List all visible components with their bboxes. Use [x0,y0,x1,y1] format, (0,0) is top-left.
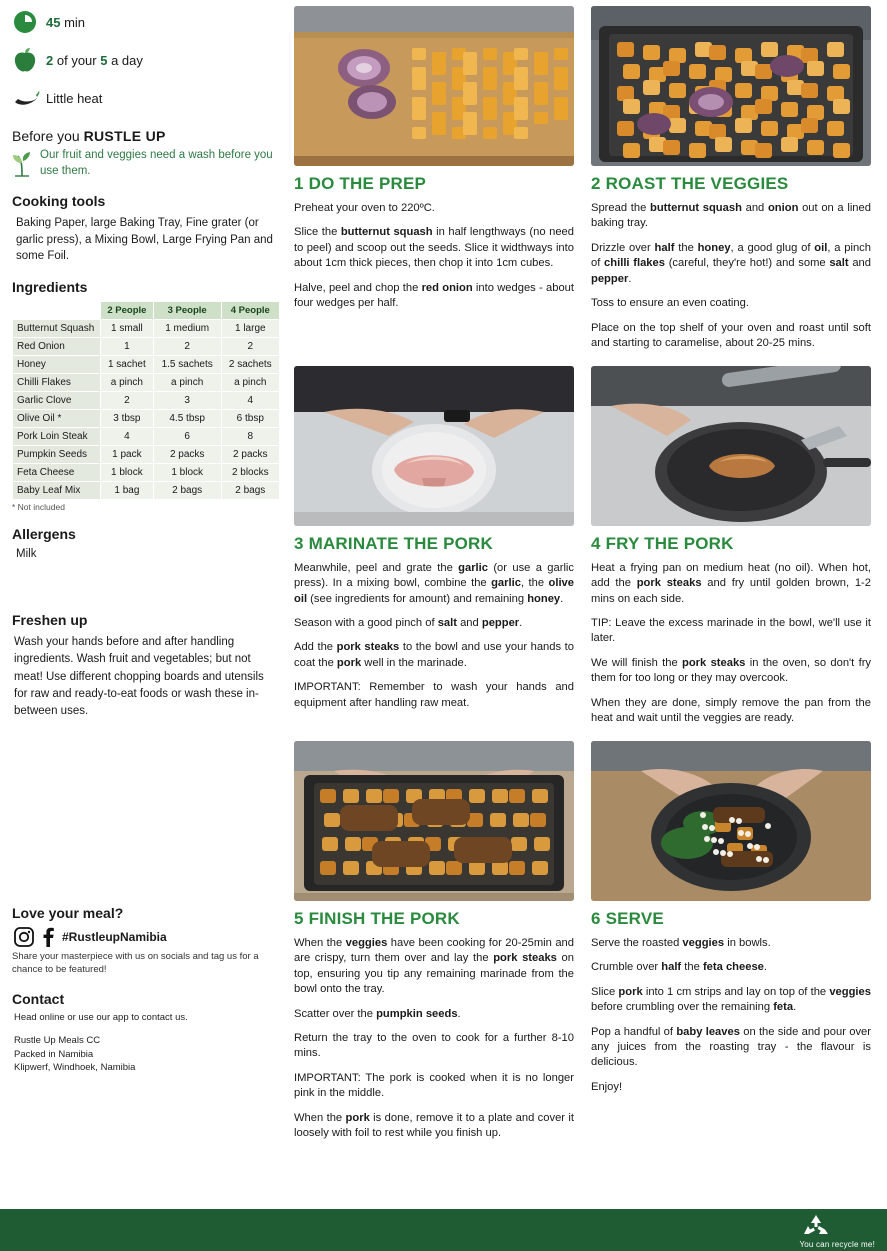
meta-heat-text: Little heat [46,90,103,106]
social-row [14,927,280,947]
text-run: Serve the roasted [591,936,683,949]
ingredient-qty: 2 [101,392,154,410]
freshen-up-title: Freshen up [12,612,88,629]
ingredient-qty: 1 sachet [101,356,154,374]
ingredient-qty: 6 [153,428,221,446]
text-run: the [674,241,698,254]
step-row [294,366,879,727]
ingredient-highlight: salt [829,257,849,270]
ingredient-highlight: pork [345,1111,370,1124]
ingredient-highlight: veggies [682,936,725,949]
step-title: ROAST THE VEGGIES [605,174,789,193]
meta-time [12,8,280,36]
text-run: have been cooking for 20-25min and are crispy, turn them over and lay the [294,936,574,965]
social-handle[interactable]: #RustleupNamibia [62,930,167,945]
step-paragraph [294,1111,574,1142]
contact-address-1: Rustle Up Meals CC [14,1035,101,1047]
step-row [294,6,879,352]
ingredient-highlight: onion [767,202,799,214]
ingredient-qty: 2 [221,338,279,356]
contact-address-3: Klipwerf, Windhoek, Namibia [14,1061,136,1073]
apple-icon [12,46,46,74]
text-run: on the side and pour over any juices from the roasting tray - the flavour is delicious. [591,1025,871,1069]
ingredients-title: Ingredients [12,279,88,296]
text-run: Preheat your oven to 220ºC. [294,202,435,214]
step-number: 5 [294,908,304,928]
step-heading [591,534,871,554]
meta-heat [12,84,280,112]
text-run: Drizzle over [591,241,655,254]
step-image-plated-dish [591,741,871,901]
wash-note [12,148,280,179]
step-2 [591,6,871,352]
text-run: Pop a handful of [591,1025,677,1038]
ingredient-name: Garlic Clove [13,392,101,410]
ingredient-qty: 4 [221,392,279,410]
ingredient-qty: 8 [221,428,279,446]
ingredient-highlight: honey [697,241,731,254]
footer-bar [0,1209,887,1251]
step-body [294,561,574,712]
text-run: and [456,616,482,629]
step-title: FINISH THE PORK [308,908,460,928]
ingredient-name: Baby Leaf Mix [13,482,101,500]
ingredient-row [13,338,280,356]
step-image-pork-steaks-in-bowl [294,366,574,526]
step-image-frying-pan-pork [591,366,871,526]
step-number: 4 [591,533,601,553]
ingredient-highlight: garlic [458,561,488,574]
text-run: . [628,272,632,285]
ingredient-highlight: pepper [481,616,520,629]
step-paragraph [591,241,871,287]
ingredient-highlight: pumpkin seeds [376,1007,458,1020]
ingredients-header-3p: 3 People [153,302,221,320]
recycle-icon [799,1212,833,1240]
ingredient-highlight: oil [814,241,828,254]
contact-address-2: Packed in Namibia [14,1048,94,1060]
step-paragraph [294,640,574,671]
meta-time-value: 45 [46,14,61,30]
ingredient-name: Honey [13,356,101,374]
text-run: . [560,592,564,605]
step-paragraph [294,680,574,711]
meta-portion-post: a day [111,52,143,68]
text-run: . [457,1007,461,1020]
ingredients-header-blank [13,302,101,320]
step-paragraph [591,321,871,352]
text-run: in bowls. [724,936,771,949]
step-paragraph [294,201,574,216]
meta-portion-text [46,53,143,68]
ingredient-highlight: chilli flakes [604,257,665,270]
meta-time-text [46,15,85,30]
step-number: 1 [294,174,304,193]
text-run: Meanwhile, peel and grate the [294,561,459,574]
ingredients-header-2p: 2 People [101,302,154,320]
step-body [591,201,871,352]
ingredient-highlight: pork steaks [493,952,557,965]
ingredient-name: Butternut Squash [13,320,101,338]
clock-icon [12,9,46,35]
step-6 [591,741,871,1142]
step-paragraph [294,1007,574,1022]
ingredient-qty: a pinch [153,374,221,392]
step-paragraph [294,1031,574,1062]
text-run: (see ingredients for amount) and remaining [307,592,528,605]
meta-portion-mid: of your [56,52,97,68]
step-paragraph [591,616,871,647]
ingredient-highlight: veggies [829,985,871,998]
step-number: 3 [294,533,304,553]
step-1 [294,6,574,352]
ingredient-highlight: feta [773,1001,794,1014]
step-number: 2 [591,174,601,193]
ingredient-highlight: olive oil [294,577,574,605]
ingredients-footnote: * Not included [12,502,65,513]
ingredient-highlight: pork steaks [636,577,702,590]
step-4 [591,366,871,727]
freshen-up-text: Wash your hands before and after handling ingredients. Wash fruit and vegetables; but not meat! Use different chopping boards and utensils for raw and ready-to-eat foods or wash these in-between uses. [14,636,264,718]
text-run: IMPORTANT: The pork is cooked when it is no longer pink in the middle. [294,1071,574,1100]
text-run: on top, ensuring you tip any remaining marinade from the bowl onto the tray. [294,952,574,996]
steps-container [294,6,879,1156]
ingredient-highlight: baby leaves [676,1025,740,1038]
ingredient-highlight: half [661,961,682,974]
love-your-meal-title: Love your meal? [12,905,124,922]
step-paragraph [591,561,871,607]
step-row [294,741,879,1142]
text-run: Crumble over [591,961,662,974]
ingredient-highlight: honey [527,592,561,605]
step-5 [294,741,574,1142]
ingredient-highlight: salt [437,616,457,629]
ingredient-row [13,320,280,338]
ingredients-header-4p: 4 People [221,302,279,320]
step-paragraph [294,225,574,271]
text-run: to the bowl and use your hands to coat the [294,641,574,669]
text-run: . [763,961,767,974]
step-image-tray-pork-on-veggies [294,741,574,901]
step-heading [591,174,871,194]
text-run: . [793,1001,797,1014]
step-heading [294,909,574,929]
allergens-text: Milk [16,548,37,561]
before-you-bold: RUSTLE UP [83,128,166,144]
ingredient-highlight: feta cheese [702,961,764,974]
step-title: MARINATE THE PORK [308,533,494,553]
text-run: , a good glug of [730,241,815,254]
ingredient-qty: 1 block [153,464,221,482]
text-run: into wedges - about four wedges per half. [294,281,574,310]
text-run: and fry until golden brown, 1-2 mins on each side. [591,577,871,605]
text-run: Season with a good pinch of [294,616,438,629]
ingredient-highlight: pepper [591,272,629,285]
ingredient-qty: 2 bags [221,482,279,500]
text-run: We will finish the [591,656,683,669]
before-you-plain: Before you [12,128,84,144]
text-run: is done, remove it to a plate and cover it loosely with foil to rest while you finish up. [294,1111,575,1140]
ingredient-row [13,482,280,500]
text-run: (careful, they're hot!) and some [664,257,830,270]
ingredient-qty: a pinch [101,374,154,392]
text-run: Place on the top shelf of your oven and roast until soft and starting to caramelise, about 20-25 mins. [591,321,871,350]
text-run: , the [520,577,549,590]
meta-portion [12,46,280,74]
text-run: and [741,202,768,214]
text-run: Return the tray to the oven to cook for a further 8-10 mins. [294,1031,574,1060]
ingredient-qty: 2 bags [153,482,221,500]
text-run: Halve, peel and chop the [294,281,422,294]
step-paragraph [294,281,574,312]
ingredient-highlight: pork [618,985,643,998]
text-run: Slice [591,985,619,998]
text-run: in half lengthways (no need to peel) and scoop out the seeds. Slice it widthways into about 1cm thick pieces, then chop it into 1cm cubes. [294,226,574,270]
chilli-icon [12,89,46,107]
ingredient-qty: 4.5 tbsp [153,410,221,428]
step-paragraph [591,656,871,687]
ingredient-name: Feta Cheese [13,464,101,482]
ingredient-qty: 1 block [101,464,154,482]
text-run: well in the marinade. [361,656,467,669]
meta-portion-value: 2 [46,52,54,68]
step-paragraph [591,296,871,311]
step-title: DO THE PREP [308,174,427,193]
ingredient-name: Chilli Flakes [13,374,101,392]
text-run: Enjoy! [591,1080,623,1093]
ingredient-name: Red Onion [13,338,101,356]
step-paragraph [591,960,871,975]
ingredient-qty: 3 tbsp [101,410,154,428]
step-paragraph [591,936,871,951]
ingredient-highlight: butternut squash [649,202,742,214]
text-run: out on a lined baking tray. [591,202,871,230]
text-run: (or use a garlic press). In a mixing bowl, combine the [294,561,575,590]
step-title: FRY THE PORK [605,533,734,553]
ingredient-qty: 4 [101,428,154,446]
text-run: Add the [294,641,337,654]
text-run: in the oven, so don't fry them for too long or they may overcook. [591,656,872,685]
ingredient-qty: 3 [153,392,221,410]
left-info-column [0,0,292,1209]
ingredient-highlight: pork [336,656,362,669]
ingredient-name: Olive Oil * [13,410,101,428]
text-run: When the [294,1111,346,1124]
share-text: Share your masterpiece with us on socials and tag us for a chance to be featured! [12,951,259,976]
ingredient-row [13,392,280,410]
recycle-text: You can recycle me! [799,1240,875,1249]
ingredient-row [13,410,280,428]
meta-time-unit: min [64,14,86,30]
step-paragraph [294,561,574,607]
ingredient-qty: 1 large [221,320,279,338]
text-run: and [848,257,871,270]
ingredient-row [13,356,280,374]
text-run: . [519,616,523,629]
text-run: Scatter over the [294,1007,377,1020]
cooking-tools-text: Baking Paper, large Baking Tray, Fine grater (or garlic press), a Mixing Bowl, Large Frying Pan and some Foil. [16,217,273,263]
meta-portion-value-2: 5 [100,52,108,68]
ingredient-highlight: pork steaks [336,641,400,654]
ingredient-qty: 2 packs [221,446,279,464]
text-run: the [681,961,703,974]
ingredient-row [13,446,280,464]
step-image-chopping-board-butternut-onion [294,6,574,166]
recycle-badge [799,1212,875,1249]
ingredient-highlight: butternut squash [340,226,433,239]
text-run: TIP: Leave the excess marinade in the bowl, we'll use it later. [591,616,871,645]
ingredient-qty: 1 [101,338,154,356]
text-run: Heat a frying pan on medium heat (no oil). When hot, add the [591,561,871,590]
step-heading [591,909,871,929]
ingredient-qty: 2 packs [153,446,221,464]
wash-note-text: Our fruit and veggies need a wash before you use them. [40,149,273,177]
step-paragraph [591,201,871,232]
step-paragraph [591,1025,871,1071]
ingredient-qty: 1.5 sachets [153,356,221,374]
text-run: When they are done, simply remove the pan from the heat and wait until the veggies are ready. [591,696,871,725]
text-run: , a pinch of [591,241,871,270]
allergens-title: Allergens [12,526,76,543]
ingredient-highlight: veggies [345,936,388,949]
step-paragraph [294,1071,574,1102]
ingredient-qty: 6 tbsp [221,410,279,428]
ingredients-header-row [13,302,280,320]
cooking-tools-title: Cooking tools [12,193,106,210]
text-run: IMPORTANT: Remember to wash your hands and equipment after handling raw meat. [294,681,574,709]
ingredient-qty: 2 blocks [221,464,279,482]
ingredient-name: Pork Loin Steak [13,428,101,446]
ingredient-highlight: red onion [421,281,473,294]
step-3 [294,366,574,727]
ingredient-qty: a pinch [221,374,279,392]
ingredient-qty: 1 small [101,320,154,338]
ingredient-highlight: half [654,241,675,254]
text-run: When the [294,936,346,949]
sprout-icon [12,148,34,177]
ingredient-qty: 1 pack [101,446,154,464]
step-heading [294,534,574,554]
ingredient-qty: 2 sachets [221,356,279,374]
step-title: SERVE [605,908,664,928]
text-run: Toss to ensure an even coating. [591,297,749,310]
contact-address [12,1034,280,1074]
ingredient-qty: 2 [153,338,221,356]
ingredient-highlight: pork steaks [682,656,746,669]
facebook-icon[interactable] [40,927,56,947]
step-paragraph [591,696,871,727]
step-paragraph [591,985,871,1016]
step-heading [294,174,574,194]
text-run: before crumbling over the remaining [591,1001,774,1014]
ingredient-name: Pumpkin Seeds [13,446,101,464]
ingredient-row [13,374,280,392]
step-paragraph [294,616,574,631]
contact-title: Contact [12,990,65,1007]
before-you-title [12,128,280,144]
ingredient-qty: 1 medium [153,320,221,338]
step-paragraph [591,1080,871,1095]
ingredient-row [13,464,280,482]
ingredient-qty: 1 bag [101,482,154,500]
ingredients-table [12,301,280,500]
text-run: Slice the [294,226,341,239]
ingredient-highlight: garlic [491,577,521,590]
step-body [294,936,574,1142]
step-number: 6 [591,908,601,928]
step-image-baking-tray-roasted-veg [591,6,871,166]
step-body [591,936,871,1096]
contact-line-1: Head online or use our app to contact us. [14,1011,188,1023]
instagram-icon[interactable] [14,927,34,947]
text-run: into 1 cm strips and lay on top of the [642,985,830,998]
step-body [294,201,574,312]
step-paragraph [294,936,574,998]
ingredient-row [13,428,280,446]
step-body [591,561,871,727]
text-run: Spread the [591,202,650,214]
